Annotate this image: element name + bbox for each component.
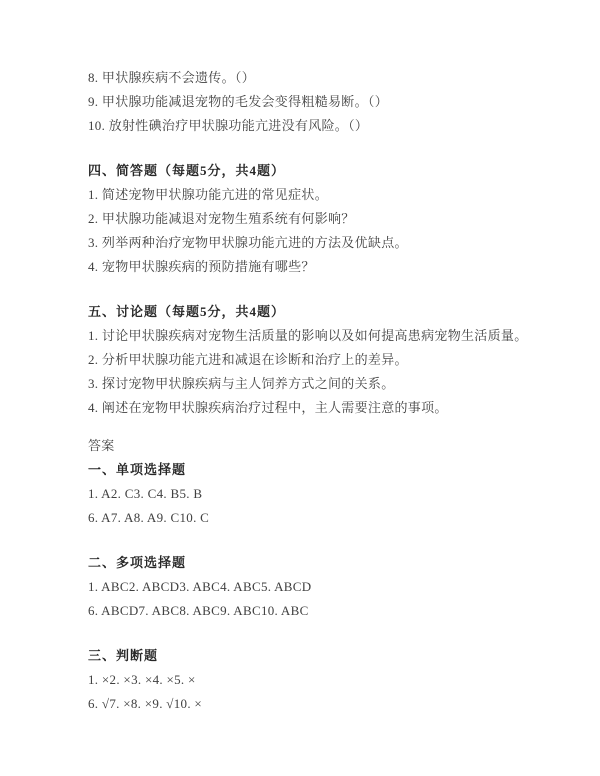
question-item: 1. 简述宠物甲状腺功能亢进的常见症状。: [88, 187, 329, 202]
section-title: 一、单项选择题: [88, 462, 187, 477]
answer-section-multiple-choice: [88, 551, 514, 623]
answer-section-true-false: [88, 644, 514, 716]
question-item: 4. 阐述在宠物甲状腺疾病治疗过程中，主人需要注意的事项。: [88, 400, 448, 415]
question-item: 2. 分析甲状腺功能亢进和减退在诊断和治疗上的差异。: [88, 352, 408, 367]
section-title: 二、多项选择题: [88, 555, 187, 570]
answers-title: 答案: [88, 438, 115, 453]
answer-line: 1. ×2. ×3. ×4. ×5. ×: [88, 672, 196, 687]
answer-line: 6. √7. ×8. ×9. √10. ×: [88, 696, 203, 711]
question-item: 4. 宠物甲状腺疾病的预防措施有哪些？: [88, 259, 315, 274]
question-item: 8. 甲状腺疾病不会遗传。（）: [88, 70, 255, 85]
question-item: 9. 甲状腺功能减退宠物的毛发会变得粗糙易断。（）: [88, 94, 389, 109]
short-answer-section: [88, 159, 514, 279]
question-item: 10. 放射性碘治疗甲状腺功能亢进没有风险。（）: [88, 118, 369, 133]
question-item: 3. 列举两种治疗宠物甲状腺功能亢进的方法及优缺点。: [88, 235, 408, 250]
question-item: 3. 探讨宠物甲状腺疾病与主人饲养方式之间的关系。: [88, 376, 395, 391]
answer-line: 6. A7. A8. A9. C10. C: [88, 510, 210, 525]
discussion-section: [88, 300, 528, 420]
answer-line: 1. ABC2. ABCD3. ABC4. ABC5. ABCD: [88, 579, 312, 594]
question-item: 2. 甲状腺功能减退对宠物生殖系统有何影响？: [88, 211, 355, 226]
section-title: 三、判断题: [88, 648, 159, 663]
section-title: 四、简答题（每题5分，共4题）: [88, 163, 286, 178]
section-title: 五、讨论题（每题5分，共4题）: [88, 304, 286, 319]
judgement-questions-tail: [88, 66, 514, 138]
answer-line: 1. A2. C3. C4. B5. B: [88, 486, 203, 501]
question-item: 1. 讨论甲状腺疾病对宠物生活质量的影响以及如何提高患病宠物生活质量。: [88, 328, 528, 343]
answer-line: 6. ABCD7. ABC8. ABC9. ABC10. ABC: [88, 603, 309, 618]
answer-section-single-choice: [88, 458, 514, 530]
